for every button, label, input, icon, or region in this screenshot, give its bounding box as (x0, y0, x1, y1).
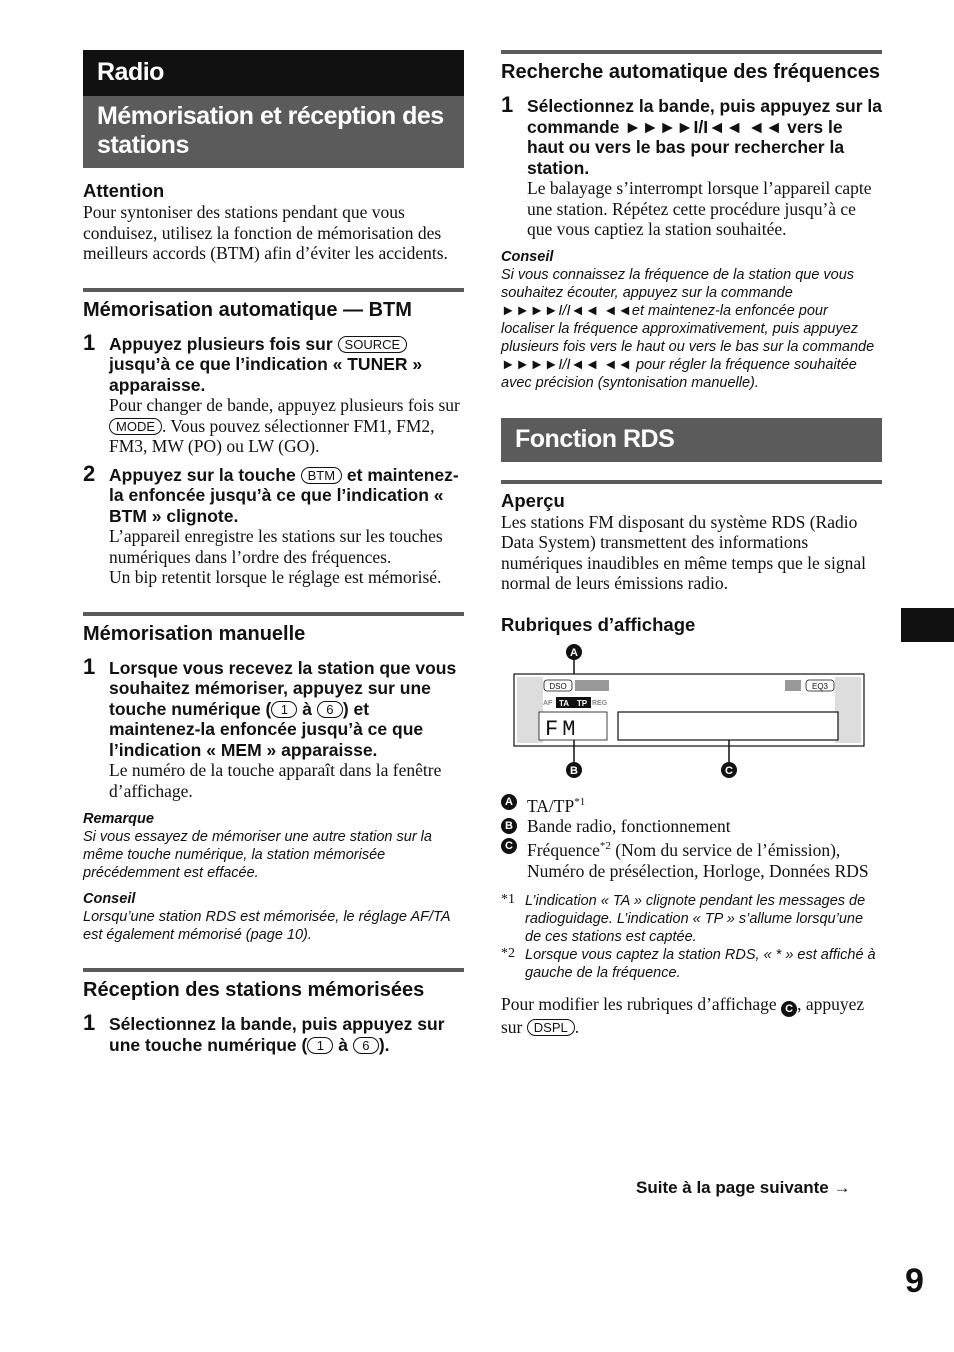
key-1: 1 (307, 1037, 333, 1054)
step-text: jusqu’à ce que l’indication « TUNER » apparaisse. (109, 354, 423, 395)
section-subtitle-memorisation: Mémorisation et réception des stations (83, 96, 464, 168)
search-step-1 (501, 92, 882, 240)
step-text: Appuyez sur la touche (109, 464, 296, 485)
step-text: Appuyez plusieurs fois sur (109, 333, 333, 354)
footnote-mark: *1 (501, 892, 515, 908)
step-text: à (338, 1034, 348, 1055)
btm-heading: Mémorisation automatique — BTM (83, 298, 412, 321)
continue-next-page: Suite à la page suivante → (636, 1178, 851, 1197)
display-diagram (501, 642, 882, 792)
left-column (83, 50, 464, 1055)
step-number: 1 (83, 1010, 96, 1035)
modify-text-a: Pour modifier les rubriques d’affichage (501, 994, 777, 1015)
ta-label: TA (558, 698, 570, 708)
footnote-text: L’indication « TA » clignote pendant les messages de radioguidage. L’indication « TP » s’allume lorsqu’une de ces stations est captée. (525, 893, 866, 946)
remarque-block (83, 810, 464, 882)
dso-label: DSO (549, 681, 567, 691)
display-illustration (501, 642, 882, 792)
step-text: Lorsque vous recevez la station que vous souhaitez mémoriser, appuyez sur une touche numérique ( (109, 657, 457, 719)
attention-block (83, 180, 464, 264)
badge-b: B (501, 818, 517, 834)
conseil-text: Lorsqu’une station RDS est mémorisée, le réglage AF/TA est également mémorisé (page 10). (83, 909, 450, 943)
modify-text (501, 994, 882, 1038)
key-1: 1 (271, 701, 297, 718)
level-bars (575, 680, 609, 691)
footnotes (501, 892, 882, 982)
rubriques-heading: Rubriques d’affichage (501, 613, 696, 635)
step-text: ) et maintenez-la enfoncée jusqu’à ce que l’indication « MEM » apparaisse. (109, 698, 424, 760)
legend-item-b (501, 816, 882, 837)
legend-item-a (501, 792, 882, 816)
footnote-ref: *2 (599, 840, 611, 853)
step-text: Sélectionnez la bande, puis appuyez sur une touche numérique ( (109, 1014, 445, 1055)
footnote-text: Lorsque vous captez la station RDS, « * » est affiché à gauche de la fréquence. (525, 947, 876, 982)
apercu-heading: Aperçu (501, 489, 565, 511)
reg-label: REG (592, 699, 608, 707)
btm-step-2 (83, 460, 464, 588)
search-heading: Recherche automatique des fréquences (501, 61, 881, 83)
legend-list (501, 792, 882, 882)
legend-text: (Nom du service de l’émission), Numéro de présélection, Horloge, Données RDS (527, 840, 869, 881)
step-number: 1 (83, 653, 96, 679)
callout-label-c: C (725, 764, 733, 777)
right-column (501, 50, 882, 1038)
footnote-2 (501, 946, 882, 982)
divider (501, 480, 882, 484)
step-detail: L’appareil enregistre les stations sur les touches numériques dans l’ordre des fréquences. (109, 526, 443, 567)
section-title-radio: Radio (83, 50, 464, 96)
badge-c: C (781, 1001, 797, 1017)
apercu-text: Les stations FM disposant du système RDS (Radio Data System) transmettent des informations numériques inaudibles en même temps que le signal normal de leurs émissions radio. (501, 511, 866, 593)
manual-step-1 (83, 653, 464, 802)
legend-text: Fréquence (527, 840, 600, 861)
callout-label-a: A (570, 646, 578, 659)
badge-a: A (501, 794, 517, 810)
dspl-key: DSPL (527, 1019, 575, 1036)
modify-text-b: , appuyez sur (501, 994, 865, 1038)
divider (83, 612, 464, 616)
btm-key: BTM (301, 467, 342, 484)
eq-bars (785, 680, 801, 691)
footnote-1 (501, 892, 882, 946)
step-text: à (302, 698, 312, 719)
step-number: 1 (83, 329, 96, 355)
display-right-speaker (835, 677, 861, 743)
btm-step-1 (83, 329, 464, 457)
key-6: 6 (317, 701, 343, 718)
step-number: 2 (83, 460, 96, 486)
eq-label: EQ3 (811, 681, 829, 691)
divider (83, 288, 464, 292)
footnote-ref: *1 (574, 795, 586, 808)
tp-label: TP (576, 698, 588, 708)
attention-heading: Attention (83, 180, 165, 201)
band-label: FM (545, 716, 580, 742)
conseil-block (83, 890, 464, 944)
manual-heading: Mémorisation manuelle (83, 622, 306, 645)
conseil-title: Conseil (83, 891, 136, 907)
conseil-title: Conseil (501, 248, 554, 265)
step-detail: Le numéro de la touche apparaît dans la fenêtre d’affichage. (109, 760, 442, 801)
divider (83, 968, 464, 972)
step-detail: Un bip retentit lorsque le réglage est mémorisé. (109, 567, 442, 587)
step-detail: Pour changer de bande, appuyez plusieurs fois sur (109, 395, 460, 415)
step-text: et maintenez-la enfoncée jusqu’à ce que l’indication « BTM » clignote. (109, 464, 459, 526)
mode-key: MODE (109, 418, 162, 435)
section-title-rds: Fonction RDS (501, 418, 882, 462)
page-number: 9 (905, 1262, 924, 1300)
reception-heading: Réception des stations mémorisées (83, 979, 425, 1001)
remarque-text: Si vous essayez de mémoriser une autre station sur la même touche numérique, la station mémorisée précédemment est effacée. (83, 829, 432, 881)
divider (501, 50, 882, 54)
af-label: AF (543, 699, 553, 707)
legend-text: TA/TP (527, 795, 575, 816)
search-conseil-block (501, 248, 882, 392)
step-text: Sélectionnez la bande, puis appuyez sur la commande ►►►►I/I◄◄ ◄◄ vers le haut ou vers le bas pour rechercher la station. (527, 96, 882, 178)
key-6: 6 (353, 1037, 379, 1054)
badge-c: C (501, 838, 517, 854)
source-key: SOURCE (338, 336, 408, 353)
conseil-text: Si vous connaissez la fréquence de la station que vous souhaitez écouter, appuyez sur la commande ►►►►I/I◄◄ ◄◄et maintenez-la enfoncée pour localiser la fréquence approximativement, puis appuyez plusieurs fois vers le haut ou vers le bas sur la commande ►►►►I/I◄◄ ◄◄ pour régler la fréquence souhaitée avec précision (syntonisation manuelle). (501, 266, 875, 391)
step-detail: Le balayage s’interrompt lorsque l’appareil capte une station. Répétez cette procédure jusqu’à ce que vous captiez la station souhaitée. (527, 178, 872, 239)
legend-text: Bande radio, fonctionnement (527, 815, 731, 836)
legend-item-c (501, 836, 882, 881)
attention-text: Pour syntoniser des stations pendant que vous conduisez, utilisez la fonction de mémorisation des meilleurs accords (BTM) afin d’éviter les accidents. (83, 202, 448, 263)
step-number: 1 (501, 92, 514, 117)
frequency-window (618, 712, 838, 740)
reception-step-1 (83, 1010, 464, 1055)
side-tab-marker (901, 608, 954, 642)
remarque-title: Remarque (83, 811, 154, 827)
footnote-mark: *2 (501, 946, 515, 962)
modify-text-c: . (574, 1017, 580, 1038)
step-detail: . Vous pouvez sélectionner FM1, FM2, FM3, MW (PO) ou LW (GO). (109, 415, 435, 456)
callout-label-b: B (570, 764, 578, 777)
step-text: ). (378, 1034, 390, 1055)
